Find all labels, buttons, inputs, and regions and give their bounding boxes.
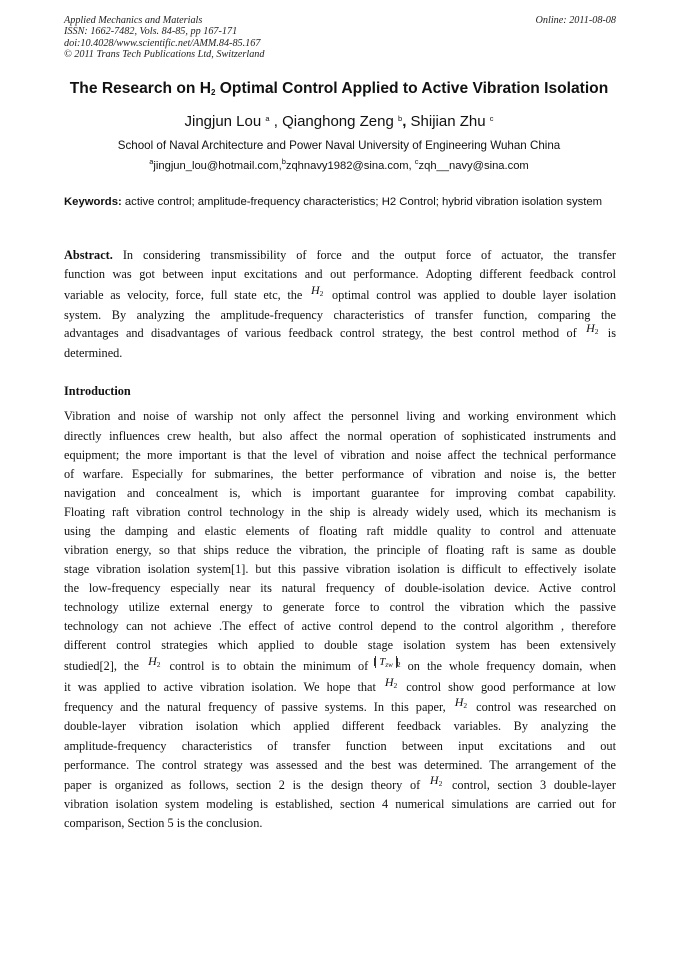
abstract-line (64, 321, 616, 341)
h2-symbol: $H_2$ (311, 283, 324, 298)
author-affil-mark: c (489, 114, 494, 123)
abstract-text: is (600, 326, 616, 340)
author-name: Shijian Zhu (410, 113, 486, 130)
email-address[interactable]: zqh__navy@sina.com (418, 160, 529, 172)
author-name: Qianghong Zeng (282, 113, 394, 130)
intro-text: control show good performance at low (399, 680, 616, 694)
intro-text: studied[2], the (64, 659, 147, 673)
intro-line: Vibration and noise of warship not only affect the personnel living and working environment which (64, 409, 616, 423)
abstract-text: In considering transmissibility of force and the output force of actuator, the transfer (112, 248, 616, 262)
intro-text: it was applied to active vibration isolation. We hope that (64, 680, 383, 694)
intro-line: vibration isolation system modeling is established, section 4 numerical simulations are carried out for (64, 797, 616, 811)
intro-line: stage vibration isolation system[1]. but this passive vibration isolation is difficult to effectively isolate (64, 562, 616, 576)
intro-line: the low-frequency especially near its natural frequency of double-isolation device. Active control (64, 581, 616, 595)
online-date: Online: 2011-08-08 (535, 15, 616, 26)
intro-line: technology utilize external energy to generate force to control the vibration which the passive (64, 600, 616, 614)
abstract-text: variable as velocity, force, full state etc, the (64, 288, 309, 302)
title-subscript: 2 (211, 88, 216, 97)
email-mark: c (414, 157, 419, 166)
doi-line: doi:10.4028/www.scientific.net/AMM.84-85.167 (64, 37, 261, 49)
affiliation: School of Naval Architecture and Power Naval University of Engineering Wuhan China (117, 139, 561, 152)
journal-header (64, 15, 616, 61)
h2-symbol: $H_2$ (148, 654, 161, 669)
abstract-line (64, 248, 616, 263)
email-mark: b (281, 157, 286, 166)
section-heading: Introduction (64, 384, 131, 398)
paper-title (20, 80, 658, 98)
norm-subscript: 2 (396, 660, 401, 669)
intro-line: double-layer vibration isolation which applied different feedback variables. By analyzing the (64, 719, 616, 733)
intro-line: vibration energy, so that ships reduce the vibration, the principle of floating raft is same as double (64, 543, 616, 557)
intro-text: control is to obtain the minimum of (162, 659, 376, 673)
author-affil-mark: a (265, 114, 270, 123)
abstract-line: determined. (64, 346, 123, 360)
intro-text: on the whole frequency domain, when (400, 659, 616, 673)
title-text-rest: Optimal Control Applied to Active Vibration Isolation (215, 80, 609, 97)
copyright-line: © 2011 Trans Tech Publications Ltd, Switzerland (64, 49, 265, 61)
author-affil-mark: b (398, 114, 403, 123)
intro-line: comparison, Section 5 is the conclusion. (64, 816, 263, 830)
keywords-label: Keywords: (64, 196, 122, 208)
abstract-line: system. By analyzing the amplitude-frequency characteristics of transfer function, comparing the (64, 308, 616, 322)
intro-line (64, 654, 616, 674)
intro-line: of warfare. Especially for submarines, the better performance of vibration and noise is, the better (64, 467, 616, 481)
intro-line: using the damping and elastic elements of floating raft middle quality to control and attenuate (64, 524, 616, 538)
journal-name: Applied Mechanics and Materials (64, 15, 203, 26)
author-list: Jingjun Lou $^a$ , Qianghong Zeng $^b$, Shijian Zhu $^c$ (184, 113, 494, 130)
intro-line: equipment; the more important is that the level of vibration and noise affect the technical performance (64, 448, 616, 462)
intro-text: control, section 3 double-layer (444, 778, 616, 792)
intro-line: different control strategies which applied to double stage isolation system has been extensively (64, 638, 616, 652)
intro-text: control was researched on (469, 700, 616, 714)
email-list (20, 157, 658, 172)
keywords (64, 195, 616, 210)
intro-line: navigation and concealment is, which is important guarantee for improving combat capability. (64, 486, 616, 500)
intro-line: amplitude-frequency characteristics of transfer function between input excitations and out (64, 739, 616, 753)
intro-line: performance. The control strategy was assessed and the best was determined. The arrangement of the (64, 758, 616, 772)
intro-line (64, 773, 616, 793)
intro-line: Floating raft vibration control technology in the ship is already widely used, which its mechanism is (64, 505, 616, 519)
email-mark: a (149, 157, 154, 166)
issn-line: ISSN: 1662-7482, Vols. 84-85, pp 167-171 (64, 26, 238, 38)
h2-symbol: $H_2$ (454, 695, 468, 710)
abstract-label: Abstract. (64, 248, 113, 262)
norm-tzw-symbol: $T_{zw}$ (375, 656, 397, 668)
email-address[interactable]: zqhnavy1982@sina.com, (285, 160, 415, 172)
intro-text: paper is organized as follows, section 2 is the design theory of (64, 778, 428, 792)
abstract-line: function was got between input excitations and out performance. Adopting different feedback control (64, 267, 616, 281)
email-address[interactable]: jingjun_lou@hotmail.com, (153, 160, 282, 172)
h2-symbol: $H_2$ (429, 773, 443, 788)
intro-line: technology can not achieve .The effect of active control depend to the control algorithm , therefore (64, 619, 616, 633)
title-text: The Research on H (69, 80, 212, 97)
keywords-text: active control; amplitude-frequency characteristics; H2 Control; hybrid vibration isolation system (121, 196, 603, 208)
abstract-text: optimal control was applied to double layer isolation (325, 288, 616, 302)
intro-line (64, 675, 616, 695)
abstract-text: advantages and disadvantages of various feedback control strategy, the best control method of (64, 326, 585, 340)
h2-symbol: $H_2$ (586, 321, 599, 336)
author-name: Jingjun Lou (184, 113, 262, 130)
h2-symbol: $H_2$ (384, 675, 398, 690)
intro-line (64, 695, 616, 715)
abstract-line (64, 283, 616, 303)
intro-line: directly influences crew health, but also affect the normal operation of sophisticated instruments and (64, 429, 616, 443)
intro-text: frequency and the natural frequency of passive systems. In this paper, (64, 700, 453, 714)
